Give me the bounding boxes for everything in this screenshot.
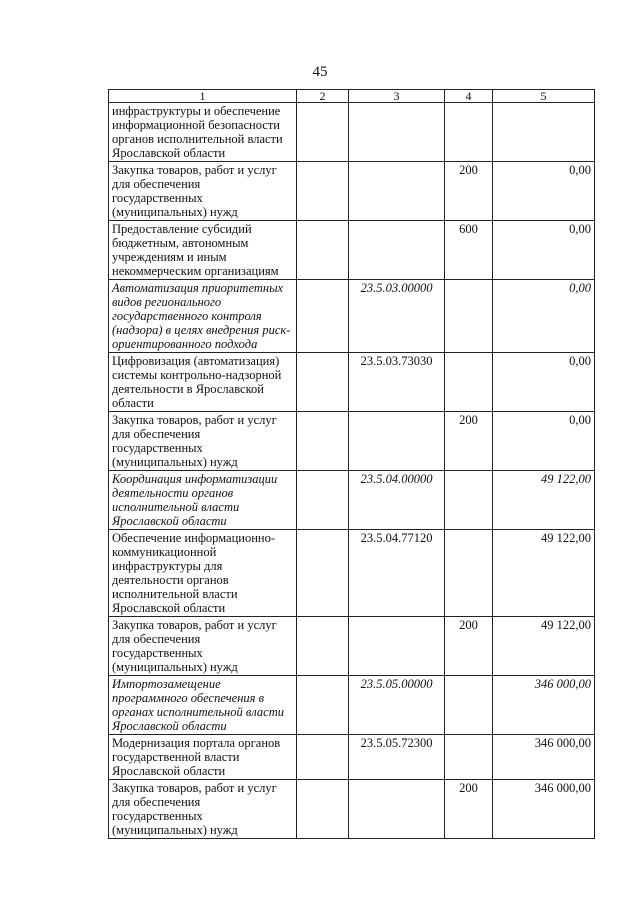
table-body [109,103,595,839]
cell-name: Обеспечение информационно-коммуникационной инфраструктуры для деятельности органов исполнительной власти Ярославской области [109,530,297,617]
header-col-1: 1 [109,90,297,103]
cell-col2 [297,735,349,780]
table-row [109,471,595,530]
table-row [109,530,595,617]
cell-code: 23.5.05.00000 [349,676,445,735]
cell-name: инфраструктуры и обеспечение информационной безопасности органов исполнительной власти Ярославской области [109,103,297,162]
cell-amount: 0,00 [493,280,595,353]
cell-type: 200 [445,162,493,221]
cell-code: 23.5.04.00000 [349,471,445,530]
cell-code: 23.5.03.00000 [349,280,445,353]
cell-col2 [297,471,349,530]
cell-col2 [297,530,349,617]
cell-amount: 49 122,00 [493,530,595,617]
cell-amount: 0,00 [493,162,595,221]
cell-amount: 49 122,00 [493,617,595,676]
cell-type [445,676,493,735]
cell-amount: 0,00 [493,412,595,471]
cell-type [445,280,493,353]
cell-name: Закупка товаров, работ и услуг для обеспечения государственных (муниципальных) нужд [109,162,297,221]
cell-name: Предоставление субсидий бюджетным, автономным учреждениям и иным некоммерческим организациям [109,221,297,280]
cell-type [445,103,493,162]
cell-name: Автоматизация приоритетных видов регионального государственного контроля (надзора) в целях внедрения риск-ориентированного подхода [109,280,297,353]
header-col-2: 2 [297,90,349,103]
cell-col2 [297,280,349,353]
cell-code: 23.5.03.73030 [349,353,445,412]
table-row [109,780,595,839]
cell-amount: 49 122,00 [493,471,595,530]
cell-amount: 346 000,00 [493,676,595,735]
cell-code [349,221,445,280]
budget-table [108,89,595,839]
cell-col2 [297,676,349,735]
cell-type [445,530,493,617]
cell-type: 200 [445,780,493,839]
cell-type: 200 [445,412,493,471]
cell-code [349,162,445,221]
cell-code [349,412,445,471]
cell-type [445,353,493,412]
table-row [109,735,595,780]
cell-code [349,617,445,676]
header-col-4: 4 [445,90,493,103]
cell-name: Координация информатизации деятельности органов исполнительной власти Ярославской области [109,471,297,530]
cell-amount: 346 000,00 [493,735,595,780]
cell-amount: 346 000,00 [493,780,595,839]
cell-name: Цифровизация (автоматизация) системы контрольно-надзорной деятельности в Ярославской области [109,353,297,412]
page-number: 45 [312,64,328,80]
header-col-5: 5 [493,90,595,103]
cell-col2 [297,412,349,471]
cell-col2 [297,353,349,412]
cell-code [349,103,445,162]
table-row [109,162,595,221]
table-row [109,280,595,353]
table-row [109,221,595,280]
cell-type [445,471,493,530]
cell-amount: 0,00 [493,353,595,412]
cell-name: Модернизация портала органов государственной власти Ярославской области [109,735,297,780]
table-row [109,617,595,676]
cell-code: 23.5.04.77120 [349,530,445,617]
cell-col2 [297,221,349,280]
cell-name: Закупка товаров, работ и услуг для обеспечения государственных (муниципальных) нужд [109,780,297,839]
cell-type: 600 [445,221,493,280]
cell-amount: 0,00 [493,221,595,280]
cell-type [445,735,493,780]
table-row [109,103,595,162]
cell-col2 [297,162,349,221]
table-row [109,412,595,471]
cell-col2 [297,103,349,162]
cell-code [349,780,445,839]
cell-name: Закупка товаров, работ и услуг для обеспечения государственных (муниципальных) нужд [109,617,297,676]
cell-name: Закупка товаров, работ и услуг для обеспечения государственных (муниципальных) нужд [109,412,297,471]
table-row [109,676,595,735]
cell-code: 23.5.05.72300 [349,735,445,780]
cell-col2 [297,617,349,676]
cell-col2 [297,780,349,839]
table-row [109,353,595,412]
header-row [109,90,595,103]
cell-name: Импортозамещение программного обеспечения в органах исполнительной власти Ярославской области [109,676,297,735]
header-col-3: 3 [349,90,445,103]
cell-type: 200 [445,617,493,676]
cell-amount [493,103,595,162]
